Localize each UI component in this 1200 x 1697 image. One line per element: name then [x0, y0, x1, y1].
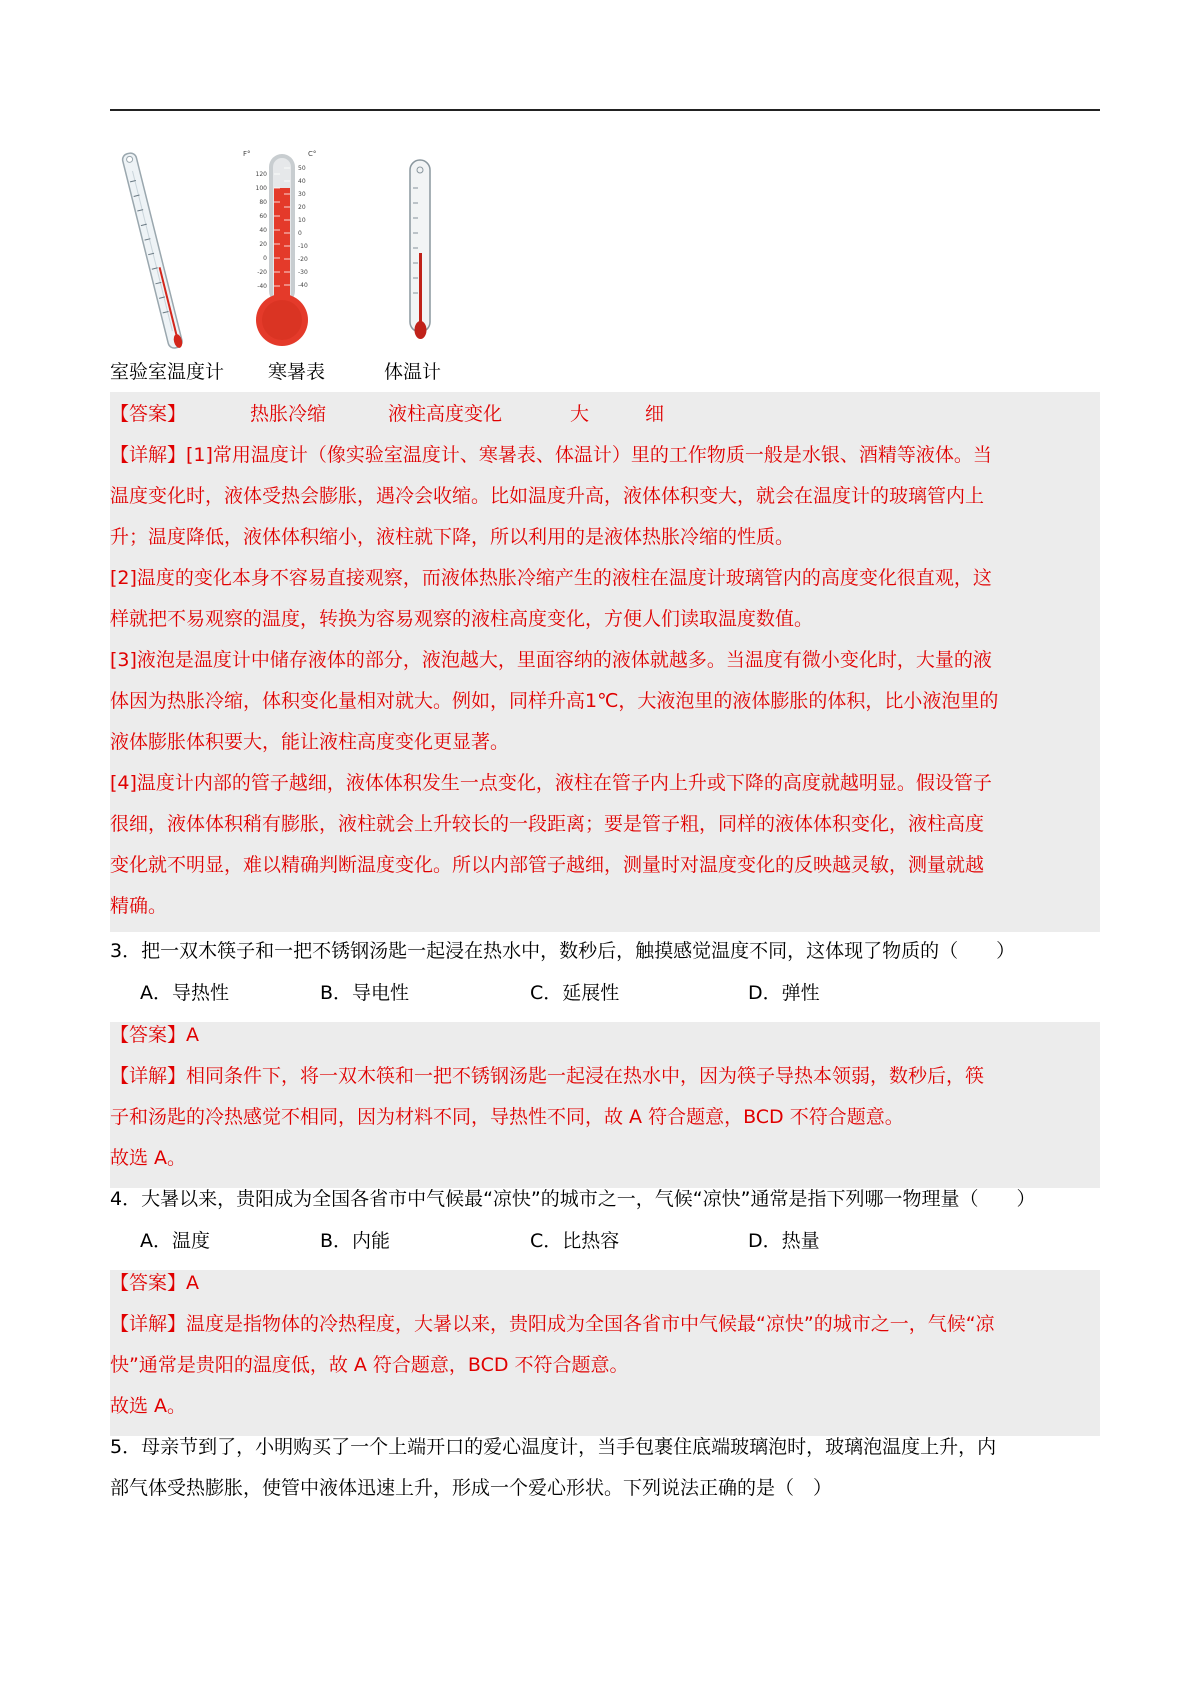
- clinical-thermometer-image: [400, 158, 440, 348]
- celsius-tick-label: -20: [298, 256, 308, 263]
- fahrenheit-tick-label: 120: [255, 171, 267, 178]
- q5-stem-line: 部气体受热膨胀，使管中液体迅速上升，形成一个爱心形状。下列说法正确的是（ ）: [110, 1477, 833, 1499]
- weather-thermometer-image: [230, 148, 340, 348]
- q4-answer: 【答案】A: [110, 1272, 199, 1294]
- q4-option-d: D．热量: [748, 1230, 820, 1252]
- q3-detail-line: 【详解】相同条件下，将一双木筷和一把不锈钢汤匙一起浸在热水中，因为筷子导热本领弱，数秒后，筷: [110, 1065, 985, 1087]
- q4-detail-line: 【详解】温度是指物体的冷热程度，大暑以来，贵阳成为全国各省市中气候最“凉快”的城市之一，气候“凉: [110, 1313, 995, 1335]
- fahrenheit-tick-label: 20: [259, 241, 267, 248]
- header-rule: [110, 109, 1100, 111]
- q2-detail-line: 温度变化时，液体受热会膨胀，遇冷会收缩。比如温度升高，液体体积变大，就会在温度计的玻璃管内上: [110, 485, 985, 507]
- celsius-unit: C°: [308, 150, 317, 158]
- celsius-tick-label: 40: [298, 178, 306, 185]
- q2-detail-line: [2]温度的变化本身不容易直接观察，而液体热胀冷缩产生的液柱在温度计玻璃管内的高度变化很直观，这: [110, 567, 992, 589]
- q2-detail-line: [3]液泡是温度计中储存液体的部分，液泡越大，里面容纳的液体就越多。当温度有微小变化时，大量的液: [110, 649, 992, 671]
- q2-detail-line: 变化就不明显，难以精确判断温度变化。所以内部管子越细，测量时对温度变化的反映越灵敏，测量就越: [110, 854, 985, 876]
- q2-detail-line: 升；温度降低，液体体积缩小，液柱就下降，所以利用的是液体热胀冷缩的性质。: [110, 526, 795, 548]
- fahrenheit-tick-label: 100: [255, 185, 267, 192]
- celsius-tick-label: -40: [298, 282, 308, 289]
- q2-answer-line: [110, 393, 1100, 435]
- q4-detail-line: 快”通常是贵阳的温度低，故 A 符合题意，BCD 不符合题意。: [110, 1354, 629, 1376]
- q3-stem: 3．把一双木筷子和一把不锈钢汤匙一起浸在热水中，数秒后，触摸感觉温度不同，这体现了物质的（ ）: [110, 940, 1016, 962]
- q3-option-a: A．导热性: [140, 982, 229, 1004]
- q2-detail-line: 体因为热胀冷缩，体积变化量相对就大。例如，同样升高1℃，大液泡里的液体膨胀的体积，比小液泡里的: [110, 690, 999, 712]
- q2-detail-line: [4]温度计内部的管子越细，液体体积发生一点变化，液柱在管子内上升或下降的高度就越明显。假设管子: [110, 772, 992, 794]
- celsius-tick-label: 10: [298, 217, 306, 224]
- fahrenheit-tick-label: -20: [257, 269, 267, 276]
- celsius-tick-label: 30: [298, 191, 306, 198]
- answer-blank-1: 热胀冷缩: [250, 403, 327, 425]
- q5-stem-line: 5．母亲节到了，小明购买了一个上端开口的爱心温度计，当手包裹住底端玻璃泡时，玻璃泡温度上升，内: [110, 1436, 997, 1458]
- answer-tag: 【答案】: [110, 403, 187, 425]
- q4-option-a: A．温度: [140, 1230, 210, 1252]
- q4-option-b: B．内能: [320, 1230, 391, 1252]
- weather-thermometer-caption: 寒暑表: [268, 361, 326, 383]
- fahrenheit-tick-label: 0: [263, 255, 267, 262]
- clinical-thermometer-caption: 体温计: [384, 361, 442, 383]
- q3-detail-line: 子和汤匙的冷热感觉不相同，因为材料不同，导热性不同，故 A 符合题意，BCD 不符合题意。: [110, 1106, 904, 1128]
- q4-detail-line: 故选 A。: [110, 1395, 187, 1417]
- fahrenheit-tick-label: 40: [259, 227, 267, 234]
- q3-answer: 【答案】A: [110, 1024, 199, 1046]
- q4-stem: 4．大暑以来，贵阳成为全国各省市中气候最“凉快”的城市之一，气候“凉快”通常是指下列哪一物理量（ ）: [110, 1188, 1036, 1210]
- fahrenheit-tick-label: 80: [259, 199, 267, 206]
- q4-option-c: C．比热容: [530, 1230, 620, 1252]
- answer-blank-4: 细: [645, 403, 665, 425]
- q2-detail-line: 精确。: [110, 895, 168, 917]
- q3-option-d: D．弹性: [748, 982, 820, 1004]
- q3-option-c: C．延展性: [530, 982, 620, 1004]
- thermometer-figures: [110, 148, 470, 388]
- celsius-tick-label: -10: [298, 243, 308, 250]
- celsius-tick-label: 20: [298, 204, 306, 211]
- q2-detail-line: 【详解】[1]常用温度计（像实验室温度计、寒暑表、体温计）里的工作物质一般是水银、酒精等液体。当: [110, 444, 992, 466]
- answer-blank-3: 大: [570, 403, 590, 425]
- celsius-tick-label: -30: [298, 269, 308, 276]
- fahrenheit-tick-label: 60: [259, 213, 267, 220]
- celsius-tick-label: 0: [298, 230, 302, 237]
- q3-detail-line: 故选 A。: [110, 1147, 187, 1169]
- celsius-tick-label: 50: [298, 165, 306, 172]
- q2-detail-line: 很细，液体体积稍有膨胀，液柱就会上升较长的一段距离；要是管子粗，同样的液体体积变化，液柱高度: [110, 813, 985, 835]
- fahrenheit-unit: F°: [243, 150, 251, 158]
- answer-blank-2: 液柱高度变化: [388, 403, 503, 425]
- lab-thermometer-caption: 室验室温度计: [110, 361, 225, 383]
- q3-option-b: B．导电性: [320, 982, 410, 1004]
- lab-thermometer-image: [110, 148, 200, 358]
- q2-detail-line: 样就把不易观察的温度，转换为容易观察的液柱高度变化，方便人们读取温度数值。: [110, 608, 814, 630]
- q2-detail-line: 液体膨胀体积要大，能让液柱高度变化更显著。: [110, 731, 510, 753]
- fahrenheit-tick-label: -40: [257, 283, 267, 290]
